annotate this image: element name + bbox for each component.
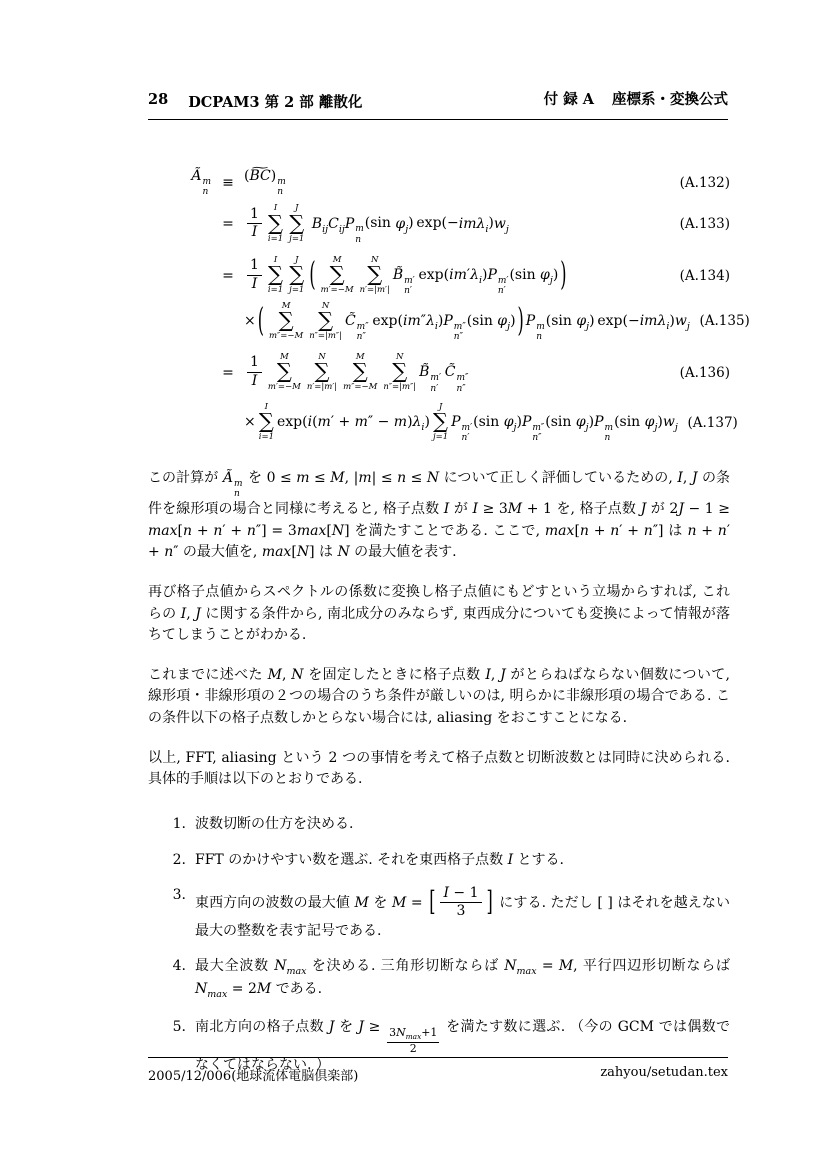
page-header [148,88,728,120]
eq-number: (A.137) [687,414,738,431]
page-footer [148,1057,728,1084]
eq-rhs: $\frac{1}{I}$ I ∑ i=1 J ∑ j=1 ( M ∑ m′=−M N ∑ n′=|m′| B̃ m′ n′ $\exp(im'\lambda_i)P$ m′ n′ (sin $\varphi_j$) ) [244,255,670,297]
list-item [148,850,730,871]
list-item [148,814,730,835]
footer-credit: 2005/12/006(地球流体電脳倶楽部) [148,1069,359,1084]
equation-row-a137 [168,401,738,444]
procedure-list [148,814,730,1076]
equation-row-a134 [168,255,730,297]
eq-number: (A.134) [679,267,730,284]
equation-row-a133 [168,203,730,245]
eq-relation: = [222,267,234,284]
eq-rhs: $\frac{1}{I}$ M ∑ m′=−M N ∑ n′=|m′| M ∑ m″=−M N ∑ n″=|m″| B̃ m′ n′ C̃ m″ n″ [244,352,670,394]
body-text [148,468,730,1091]
eq-relation: = [222,216,234,233]
paragraph-conditions: この計算が Ã m n を 0 ≤ m ≤ M, |m| ≤ n ≤ N について正しく評価しているための, I, J の条件を線形項の場合と同様に考えると, 格子点数 I が I ≥ 3M + 1 を, 格子点数 J が 2J − 1 ≥ max[n + n′ + n″] = 3max[N] を満たすことである. ここで, max[n + n′ + n″] は n + n′ + n″ の最大値を, max[N] は N の最大値を表す. [148,470,731,560]
equation-row-a136 [168,352,730,394]
equation-block [168,168,750,444]
list-item-text: 南北方向の格子点数 J を J ≥ $3N_{max}+1$ 2 を満たす数に選ぶ. （今の GCM では偶数でなくてはならない. ） [195,1018,731,1074]
paragraph-procedure-intro: 以上, FFT, aliasing という 2 つの事情を考えて格子点数と切断波数とは同時に決められる. 具体的手順は以下のとおりである. [148,749,730,788]
eq-rhs: (BC ∼) m n [244,168,670,197]
eq-rhs: $\frac{1}{I}$ I ∑ i=1 J ∑ j=1 $B_{ij}C_{ij}P$ m n (sin $\varphi_j$) $\exp(-im\lambda_i)w_j$ [244,203,670,245]
section-title: 座標系・変換公式 [612,91,728,108]
list-item-text: 東西方向の波数の最大値 M を M = [ $\frac{I - 1}{3}$ ] にする. ただし [ ] はそれを越えない最大の整数を表す記号である. [195,884,730,939]
eq-number: (A.135) [699,313,750,330]
eq-number: (A.133) [679,216,730,233]
equation-row-a135 [168,299,750,343]
footer-filename: zahyou/setudan.tex [600,1065,728,1080]
list-item-number: 2. [172,851,186,868]
eq-rhs: × ( M ∑ m″=−M N ∑ n″=|m″| C̃ m″ n″ $\exp(im''\lambda_i)P$ m″ n″ (sin $\varphi_j$) ) P m n (sin $\varphi_j$) $\exp(-im\lambda_i)w_j$ [244,299,690,342]
list-item-number: 5. [172,1018,186,1035]
paragraph-transform-info: 再び格子点値からスペクトルの係数に変換し格子点値にもどすという立場からすれば, これらの I, J に関する条件から, 南北成分のみならず, 東西成分についても変換によって情報が落ちてしまうことがわかる. [148,584,730,643]
eq-relation: ≡ [222,174,234,191]
eq-lhs: Ã m n [191,168,211,198]
header-right [544,88,728,109]
list-item [148,956,730,1003]
eq-rhs: × I ∑ i=1 $\exp(i(m' + m'' - m)\lambda_i)$ J ∑ j=1 P m′ n′ (sin $\varphi_j)P$ m″ n″ (sin $\varphi_j)P$ m n (sin $\varphi_j)w_j$ [244,401,678,444]
list-item-text: 波数切断の仕方を決める. [195,816,354,833]
eq-relation: = [222,365,234,382]
eq-number: (A.132) [679,174,730,191]
list-item [148,885,730,942]
page-number: 28 [148,91,169,108]
header-left [148,91,362,112]
appendix-label: 付 録 A [543,91,594,108]
paragraph-aliasing: これまでに述べた M, N を固定したときに格子点数 I, J がとらねばならない個数について, 線形項・非線形項の２つの場合のうち条件が厳しいのは, 明らかに非線形項の場合である. この条件以下の格子点数しかとらない場合には, aliasing をおこすことになる. [148,667,731,726]
list-item-number: 3. [172,886,186,903]
list-item-text: FFT のかけやすい数を選ぶ. それを東西格子点数 I とする. [195,851,565,868]
list-item-text: 最大全波数 $N_{max}$ を決める. 三角形切断ならば $N_{max} = M$, 平行四辺形切断ならば $N_{max} = 2M$ である. [195,958,730,1001]
eq-number: (A.136) [679,365,730,382]
list-item-number: 1. [172,816,186,833]
chapter-title: DCPAM3 第 2 部 離散化 [188,94,363,111]
equation-row-a132 [168,168,730,197]
list-item-number: 4. [172,958,186,975]
